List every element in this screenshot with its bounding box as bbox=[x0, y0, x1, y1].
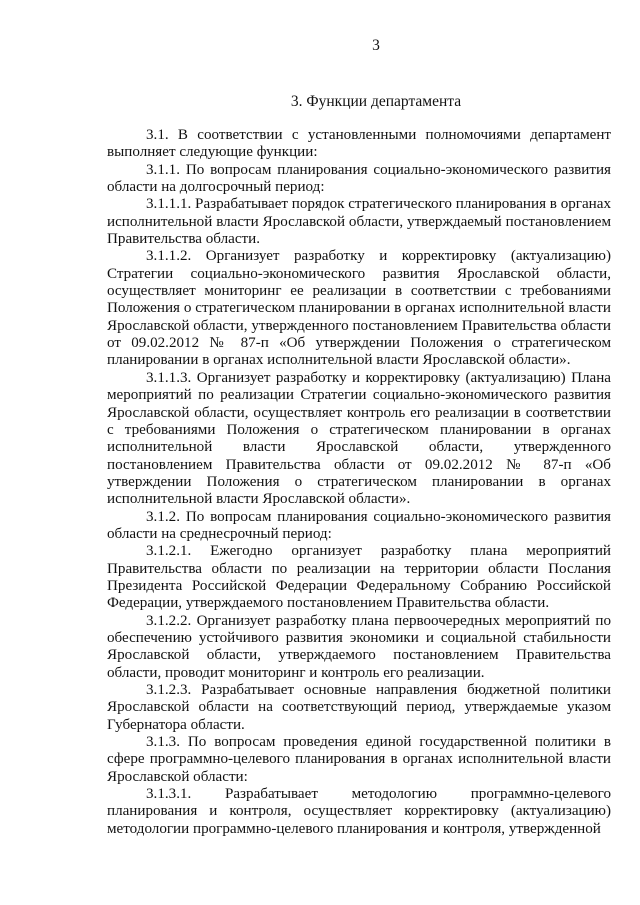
paragraph-3-1-3: 3.1.3. По вопросам проведения единой государственной политики в сфере программно-целевого планирования в органах исполнительной власти Ярославской области: bbox=[107, 734, 611, 785]
paragraph-3-1-1: 3.1.1. По вопросам планирования социально-экономического развития области на долгосрочный период: bbox=[107, 161, 611, 196]
paragraph-3-1: 3.1. В соответствии с установленными полномочиями департамент выполняет следующие функции: bbox=[107, 127, 611, 161]
paragraph-3-1-2-1: 3.1.2.1. Ежегодно организует разработку плана мероприятий Правительства области по реализации на территории области Послания Президента Российской Федерации Федеральному Собранию Российской Федерации, утверждаемого постановлением Правительства области. bbox=[107, 543, 611, 612]
section-heading: 3. Функции департамента bbox=[290, 93, 462, 110]
paragraph-3-1-2: 3.1.2. По вопросам планирования социально-экономического развития области на среднесрочный период: bbox=[107, 508, 611, 542]
paragraph-3-1-1-3: 3.1.1.3. Организует разработку и корректировку (актуализацию) Плана мероприятий по реализации Стратегии социально-экономического развития Ярославской области, осуществляет контроль его реализации в соответствии с требованиями Положения о стратегическом планировании в органах исполнительной власти Ярославской области, утвержденного постановлением Правительства области от 09.02.2012 № 87-п «Об утверждении Положения о стратегическом планировании в органах исполнительной власти Ярославской области». bbox=[107, 369, 611, 508]
paragraph-3-1-2-2: 3.1.2.2. Организует разработку плана первоочередных мероприятий по обеспечению устойчивого развития экономики и социальной стабильности Ярославской области, утверждаемого постановлением Правительства области, проводит мониторинг и контроль его реализации. bbox=[107, 612, 611, 681]
paragraph-3-1-1-2: 3.1.1.2. Организует разработку и корректировку (актуализацию) Стратегии социально-экономического развития Ярославской области, осуществляет мониторинг ее реализации в соответствии с требованиями Положения о стратегическом планировании в органах исполнительной власти Ярославской области, утвержденного постановлением Правительства области от 09.02.2012 № 87-п «Об утверждении Положения о стратегическом планировании в органах исполнительной власти Ярославской области». bbox=[107, 248, 611, 369]
paragraph-3-1-1-1: 3.1.1.1. Разрабатывает порядок стратегического планирования в органах исполнительной власти Ярославской области, утверждаемый постановлением Правительства области. bbox=[107, 196, 612, 248]
page-number: 3 bbox=[372, 37, 380, 54]
paragraph-3-1-3-1: 3.1.3.1. Разрабатывает методологию программно-целевого планирования и контроля, осуществляет корректировку (актуализацию) методологии программно-целевого планирования и контроля, утвержденной bbox=[107, 786, 611, 837]
body-text bbox=[107, 127, 611, 838]
paragraph-3-1-2-3: 3.1.2.3. Разрабатывает основные направления бюджетной политики Ярославской области на соответствующий период, утверждаемые указом Губернатора области. bbox=[107, 682, 611, 733]
